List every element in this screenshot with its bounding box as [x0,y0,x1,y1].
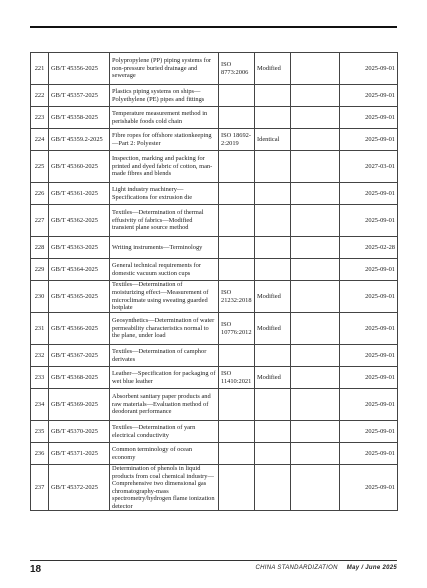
adoption-degree-cell: Modified [255,367,291,389]
row-number-cell: 226 [31,183,49,205]
adoption-degree-cell [255,205,291,237]
adopted-standard-cell: ISO 8773:2006 [219,53,255,85]
standard-code-cell: GB/T 45357-2025 [49,85,110,107]
implementation-date-cell: 2025-09-01 [340,443,398,465]
table-row [31,151,398,183]
standard-title-cell: General technical requirements for domestic vacuum suction cups [110,259,219,281]
row-number-cell: 229 [31,259,49,281]
adoption-degree-cell [255,421,291,443]
standard-code-cell: GB/T 45370-2025 [49,421,110,443]
row-number-cell: 237 [31,465,49,511]
footer-rule [30,560,397,561]
adopted-standard-cell [219,389,255,421]
table-row [31,421,398,443]
table-row [31,85,398,107]
standard-title-cell: Textiles—Determination of camphor derivates [110,345,219,367]
implementation-date-cell: 2025-02-28 [340,237,398,259]
blank-cell [291,421,340,443]
standard-code-cell: GB/T 45363-2025 [49,237,110,259]
row-number-cell: 222 [31,85,49,107]
table-row [31,183,398,205]
implementation-date-cell: 2025-09-01 [340,465,398,511]
implementation-date-cell: 2025-09-01 [340,345,398,367]
blank-cell [291,443,340,465]
table-body [31,53,398,511]
row-number-cell: 223 [31,107,49,129]
row-number-cell: 227 [31,205,49,237]
implementation-date-cell: 2027-03-01 [340,151,398,183]
standards-table [30,52,398,511]
implementation-date-cell: 2025-09-01 [340,53,398,85]
table-row [31,389,398,421]
adopted-standard-cell [219,183,255,205]
table-row [31,259,398,281]
table-row [31,129,398,151]
blank-cell [291,313,340,345]
table-row [31,281,398,313]
implementation-date-cell: 2025-09-01 [340,389,398,421]
standard-title-cell: Temperature measurement method in perishable foods cold chain [110,107,219,129]
standard-code-cell: GB/T 45371-2025 [49,443,110,465]
implementation-date-cell: 2025-09-01 [340,281,398,313]
blank-cell [291,53,340,85]
blank-cell [291,237,340,259]
adoption-degree-cell [255,465,291,511]
implementation-date-cell: 2025-09-01 [340,367,398,389]
standard-title-cell: Light industry machinery—Specifications for extrusion die [110,183,219,205]
implementation-date-cell: 2025-09-01 [340,421,398,443]
page-number: 18 [30,564,42,575]
blank-cell [291,205,340,237]
adopted-standard-cell [219,205,255,237]
standard-title-cell: Fibre ropes for offshore stationkeeping—Part 2: Polyester [110,129,219,151]
adopted-standard-cell: ISO 18692-2:2019 [219,129,255,151]
row-number-cell: 235 [31,421,49,443]
standard-code-cell: GB/T 45356-2025 [49,53,110,85]
implementation-date-cell: 2025-09-01 [340,107,398,129]
blank-cell [291,107,340,129]
standard-title-cell: Polypropylene (PP) piping systems for non-pressure buried drainage and sewerage [110,53,219,85]
table-row [31,443,398,465]
standard-title-cell: Textiles—Determination of moisturizing effect—Measurement of microclimate using sweating guarded hotplate [110,281,219,313]
standard-code-cell: GB/T 45365-2025 [49,281,110,313]
adoption-degree-cell [255,85,291,107]
standard-title-cell: Absorbent sanitary paper products and raw materials—Evaluation method of deodorant performance [110,389,219,421]
implementation-date-cell: 2025-09-01 [340,205,398,237]
standard-title-cell: Leather—Specification for packaging of wet blue leather [110,367,219,389]
row-number-cell: 221 [31,53,49,85]
adopted-standard-cell [219,345,255,367]
magazine-name: CHINA STANDARDIZATION [255,565,338,571]
table-row [31,367,398,389]
adoption-degree-cell [255,107,291,129]
row-number-cell: 230 [31,281,49,313]
standard-title-cell: Geosynthetics—Determination of water permeability characteristics normal to the plane, under load [110,313,219,345]
table-row [31,53,398,85]
blank-cell [291,389,340,421]
standard-code-cell: GB/T 45367-2025 [49,345,110,367]
adoption-degree-cell [255,389,291,421]
adoption-degree-cell [255,237,291,259]
standard-title-cell: Textiles—Determination of yarn electrical conductivity [110,421,219,443]
adoption-degree-cell: Modified [255,53,291,85]
standard-code-cell: GB/T 45372-2025 [49,465,110,511]
standard-title-cell: Inspection, marking and packing for printed and dyed fabric of cotton, man-made fibres and blends [110,151,219,183]
table-row [31,107,398,129]
table-row [31,237,398,259]
table-row [31,205,398,237]
adopted-standard-cell [219,107,255,129]
standard-code-cell: GB/T 45366-2025 [49,313,110,345]
issue-date: May / June 2025 [346,565,397,571]
adoption-degree-cell [255,443,291,465]
implementation-date-cell: 2025-09-01 [340,129,398,151]
table-row [31,313,398,345]
row-number-cell: 228 [31,237,49,259]
row-number-cell: 236 [31,443,49,465]
adopted-standard-cell: ISO 11410:2021 [219,367,255,389]
adoption-degree-cell [255,345,291,367]
standard-code-cell: GB/T 45359.2-2025 [49,129,110,151]
blank-cell [291,85,340,107]
header-rule [30,26,397,28]
adoption-degree-cell: Modified [255,281,291,313]
adopted-standard-cell: ISO 10776:2012 [219,313,255,345]
standard-code-cell: GB/T 45360-2025 [49,151,110,183]
standard-title-cell: Writing instruments—Terminology [110,237,219,259]
standard-title-cell: Textiles—Determination of thermal effusivity of fabrics—Modified transient plane source method [110,205,219,237]
blank-cell [291,183,340,205]
blank-cell [291,345,340,367]
adoption-degree-cell: Modified [255,313,291,345]
row-number-cell: 231 [31,313,49,345]
standard-code-cell: GB/T 45358-2025 [49,107,110,129]
standard-code-cell: GB/T 45369-2025 [49,389,110,421]
blank-cell [291,465,340,511]
implementation-date-cell: 2025-09-01 [340,85,398,107]
adopted-standard-cell [219,443,255,465]
standard-code-cell: GB/T 45362-2025 [49,205,110,237]
blank-cell [291,259,340,281]
standard-title-cell: Common terminology of ocean economy [110,443,219,465]
adopted-standard-cell [219,259,255,281]
standard-code-cell: GB/T 45361-2025 [49,183,110,205]
adopted-standard-cell [219,421,255,443]
row-number-cell: 232 [31,345,49,367]
adoption-degree-cell [255,151,291,183]
row-number-cell: 224 [31,129,49,151]
adopted-standard-cell [219,85,255,107]
blank-cell [291,129,340,151]
standard-code-cell: GB/T 45368-2025 [49,367,110,389]
adopted-standard-cell [219,151,255,183]
table-row [31,465,398,511]
adopted-standard-cell: ISO 21232:2018 [219,281,255,313]
implementation-date-cell: 2025-09-01 [340,313,398,345]
standard-title-cell: Plastics piping systems on ships—Polyethylene (PE) pipes and fittings [110,85,219,107]
implementation-date-cell: 2025-09-01 [340,259,398,281]
table-row [31,345,398,367]
standard-title-cell: Determination of phenols in liquid products from coal chemical industry—Comprehensive two dimensional gas chromatography-mass spectrometry/hydrogen flame ionization detector [110,465,219,511]
adoption-degree-cell [255,259,291,281]
adoption-degree-cell: Identical [255,129,291,151]
adopted-standard-cell [219,465,255,511]
adoption-degree-cell [255,183,291,205]
row-number-cell: 234 [31,389,49,421]
blank-cell [291,281,340,313]
blank-cell [291,151,340,183]
footer-masthead [256,565,397,571]
adopted-standard-cell [219,237,255,259]
row-number-cell: 233 [31,367,49,389]
standard-code-cell: GB/T 45364-2025 [49,259,110,281]
blank-cell [291,367,340,389]
row-number-cell: 225 [31,151,49,183]
implementation-date-cell: 2025-09-01 [340,183,398,205]
